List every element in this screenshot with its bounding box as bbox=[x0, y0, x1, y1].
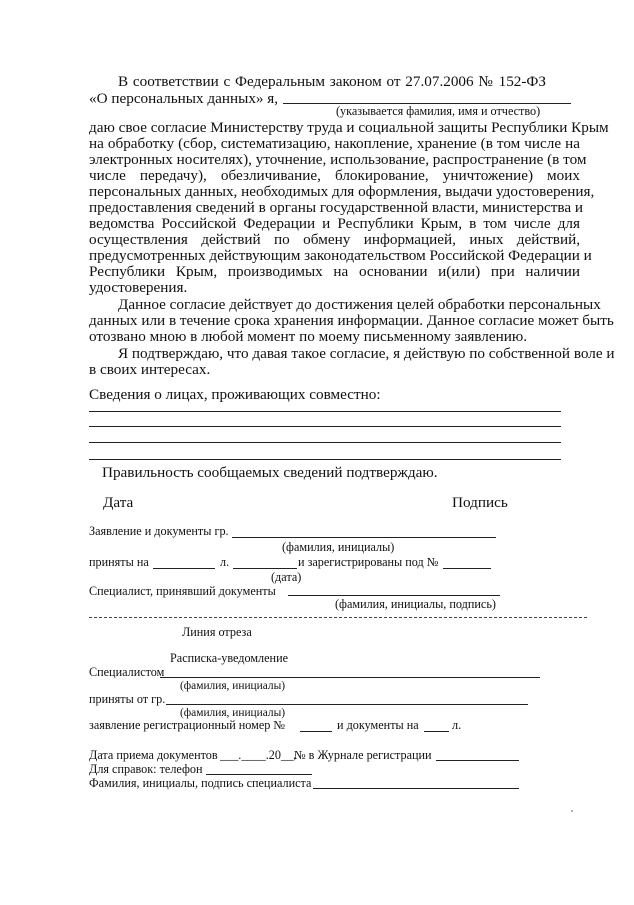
body-line: ведомства Российской Федерации и Республики Крым, в том числе для bbox=[89, 215, 580, 232]
signature-label: Подпись bbox=[452, 494, 508, 511]
specialist-signature-field[interactable] bbox=[313, 788, 519, 789]
body-line: на обработку (сбор, систематизацию, накопление, хранение (в том числе на bbox=[89, 135, 580, 152]
law-name: «О персональных данных» я, bbox=[89, 90, 279, 107]
reference-phone-label: Для справок: телефон bbox=[89, 762, 203, 776]
accepted-from-label: приняты от гр. bbox=[89, 692, 166, 706]
body-line: удостоверения. bbox=[89, 279, 188, 296]
cohabitant-line[interactable] bbox=[89, 442, 561, 443]
cohabitants-title: Сведения о лицах, проживающих совместно: bbox=[89, 386, 381, 403]
body-line: предусмотренных действующим законодательством Российской Федерации и bbox=[89, 247, 592, 264]
body-line: даю свое согласие Министерству труда и социальной защиты Республики Крым bbox=[89, 119, 609, 136]
body-line: предоставления сведений в органы государственной власти, министерства и bbox=[89, 199, 584, 216]
journal-entry-field[interactable] bbox=[436, 760, 519, 761]
receipt-reg-number-field[interactable] bbox=[300, 731, 332, 732]
receipt-title: Расписка-уведомление bbox=[170, 651, 289, 665]
intro-word: с bbox=[223, 73, 231, 90]
intro-word: соответствии bbox=[132, 73, 219, 90]
intro-word: законом bbox=[329, 73, 382, 90]
journal-number-label: № в Журнале регистрации bbox=[294, 748, 432, 762]
receipt-fio-caption: (фамилия, инициалы) bbox=[180, 680, 286, 692]
cohabitant-line[interactable] bbox=[89, 426, 561, 427]
date-caption: (дата) bbox=[271, 570, 302, 584]
specialist-name-field[interactable] bbox=[288, 595, 500, 596]
scan-speck bbox=[571, 810, 573, 812]
date-received-label: Дата приема документов bbox=[89, 748, 218, 762]
confirm-line: в своих интересах. bbox=[89, 361, 211, 378]
intro-word: № bbox=[478, 73, 494, 90]
and-documents-label: и документы на bbox=[337, 718, 419, 732]
name-caption: (указывается фамилия, имя и отчество) bbox=[336, 104, 541, 118]
accepted-from-field[interactable] bbox=[166, 704, 528, 705]
intro-word: 152-ФЗ bbox=[498, 73, 547, 90]
specialist-label: Специалист, принявший документы bbox=[89, 584, 276, 598]
intro-word: В bbox=[118, 73, 129, 90]
applicant-name-field[interactable] bbox=[232, 537, 496, 538]
registered-under-label: и зарегистрированы под № bbox=[298, 555, 439, 569]
intro-word: Федеральным bbox=[235, 73, 325, 90]
accepted-date-field[interactable] bbox=[153, 568, 215, 569]
accepted-on-label: приняты на bbox=[89, 555, 149, 569]
reference-phone-field[interactable] bbox=[206, 774, 312, 775]
body-line: осуществления действий по обмену информацией, иных действий, bbox=[89, 231, 580, 248]
cut-line bbox=[89, 617, 587, 618]
application-reg-label: заявление регистрационный номер № bbox=[89, 718, 286, 732]
cut-line-label: Линия отреза bbox=[182, 625, 252, 639]
validity-line: данных или в течение срока хранения информации. Данное согласие может быть bbox=[89, 312, 614, 329]
intro-line bbox=[118, 73, 546, 90]
date-received-field[interactable]: ___.____.20__, bbox=[220, 748, 297, 762]
intro-word: 27.07.2006 bbox=[405, 73, 474, 90]
body-line: Республики Крым, производимых на основании и(или) при наличии bbox=[89, 263, 580, 280]
application-label: Заявление и документы гр. bbox=[89, 524, 229, 538]
validity-line: Данное согласие действует до достижения целей обработки персональных bbox=[118, 296, 601, 313]
receipt-pages-abbr: л. bbox=[452, 718, 462, 732]
confirm-line: Я подтверждаю, что давая такое согласие, я действую по собственной воле и bbox=[118, 345, 615, 362]
intro-word: от bbox=[386, 73, 401, 90]
receipt-fio-caption: (фамилия, инициалы) bbox=[180, 707, 286, 719]
fio-caption: (фамилия, инициалы) bbox=[282, 540, 395, 554]
date-label: Дата bbox=[103, 494, 134, 511]
pages-abbr: л. bbox=[220, 555, 230, 569]
body-line: персональных данных, необходимых для оформления, выдачи удостоверения, bbox=[89, 183, 595, 200]
receipt-specialist-label: Специалистом bbox=[89, 665, 165, 679]
receipt-specialist-field[interactable] bbox=[160, 677, 540, 678]
cohabitant-line[interactable] bbox=[89, 459, 561, 460]
correctness-statement: Правильность сообщаемых сведений подтверждаю. bbox=[102, 464, 438, 481]
specialist-signature-label: Фамилия, инициалы, подпись специалиста bbox=[89, 776, 312, 790]
receipt-pages-field[interactable] bbox=[424, 731, 449, 732]
fio-sign-caption: (фамилия, инициалы, подпись) bbox=[335, 597, 496, 611]
pages-count-field[interactable] bbox=[233, 568, 297, 569]
cohabitant-line[interactable] bbox=[89, 411, 561, 412]
registration-number-field[interactable] bbox=[443, 568, 491, 569]
validity-line: отозвано мною в любой момент по моему письменному заявлению. bbox=[89, 328, 527, 345]
body-line: электронных носителях), уточнение, использование, распространение (в том bbox=[89, 151, 587, 168]
body-line: числе передачу), обезличивание, блокирование, уничтожение) моих bbox=[89, 167, 580, 184]
